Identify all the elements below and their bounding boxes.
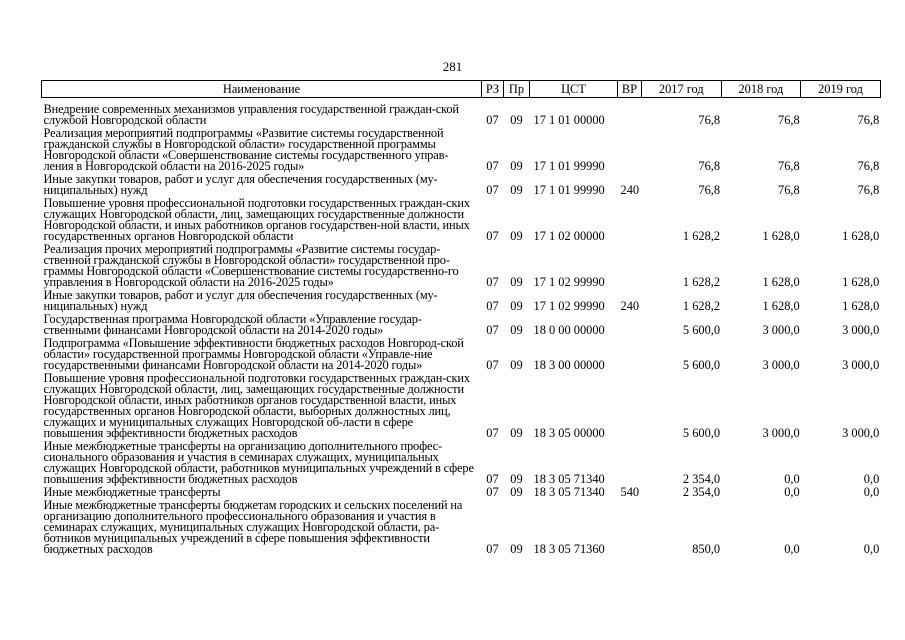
row-value-2017: 2 354,0: [682, 472, 721, 486]
row-value-2019: 76,8: [857, 159, 880, 173]
table-row: [42, 242, 881, 288]
row-value-2017: 5 600,0: [682, 323, 721, 337]
row-value-2019: 3 000,0: [842, 323, 880, 337]
row-value-2017: 1 628,2: [682, 229, 721, 243]
row-pr: 09: [510, 426, 523, 440]
header-pr: Пр: [504, 81, 530, 98]
row-value-2018: 76,8: [778, 183, 800, 197]
row-rz: 07: [486, 275, 499, 289]
row-rz: 07: [486, 485, 499, 499]
row-cst: 17 1 02 99990: [533, 299, 605, 313]
row-rz: 07: [486, 183, 499, 197]
header-2019: 2019 год: [801, 81, 881, 98]
row-value-2019: 0,0: [863, 542, 880, 556]
row-vr: 240: [620, 183, 640, 197]
row-vr: [618, 312, 642, 336]
budget-table: [41, 80, 881, 555]
row-value-2019: 0,0: [863, 485, 880, 499]
table-row: [42, 196, 881, 242]
row-value-2019: 3 000,0: [842, 358, 880, 372]
row-rz: 07: [486, 472, 499, 486]
row-cst: 18 3 05 71340: [533, 472, 605, 486]
row-value-2018: 76,8: [778, 159, 800, 173]
row-pr: 09: [510, 229, 523, 243]
row-vr: [618, 98, 642, 127]
row-cst: 18 3 05 71340: [533, 485, 605, 499]
row-name: Иные межбюджетные трансферты бюджетам городских и сельских поселений на организацию дополнительного профессионального образования и участия в семинарах служащих, муниципальных служащих Новгородской области, ра-ботников муниципальных учреждений в сфере повышения эффективности бюджетных расходов: [43, 498, 463, 556]
row-name: Иные межбюджетные трансферты: [43, 485, 221, 499]
row-name: Подпрограмма «Повышение эффективности бюджетных расходов Новгород-ской области» государственной программы Новгородской области «Управле-ние государственными финансами Новгородской области на 2014-2020 годы»: [43, 336, 464, 372]
row-value-2018: 3 000,0: [762, 358, 800, 372]
row-name: Иные закупки товаров, работ и услуг для обеспечения государственных (му-ниципальных) нужд: [43, 172, 438, 197]
table-row: [42, 172, 881, 196]
row-vr: 540: [620, 485, 640, 499]
row-cst: 18 3 00 00000: [533, 358, 605, 372]
row-name: Повышение уровня профессиональной подготовки государственных граждан-ских служащих Новгородской области, лиц, замещающих государственные должности Новгородской области, иных работников органов государственной власти, иных государственных органов Новгородской области, выборных должностных лиц, служащих и муниципальных служащих Новгородской об-ласти в сфере повышения эффективности бюджетных расходов: [43, 371, 470, 440]
row-value-2017: 76,8: [698, 113, 721, 127]
row-value-2018: 3 000,0: [762, 426, 800, 440]
row-rz: 07: [486, 323, 499, 337]
row-pr: 09: [510, 485, 523, 499]
row-value-2018: 0,0: [784, 472, 800, 486]
table-row: [42, 312, 881, 336]
row-value-2019: 1 628,0: [842, 275, 880, 289]
row-name: Реализация прочих мероприятий подпрограммы «Развитие системы государ-ственной гражданской службы в Новгородской области» государственной про-граммы Новгородской области «Совершенствование системы государственно-го управления в Новгородской области на 2016-2025 годы»: [43, 242, 459, 289]
row-pr: 09: [510, 323, 523, 337]
page-number: 281: [442, 59, 463, 74]
row-cst: 18 0 00 00000: [533, 323, 605, 337]
row-value-2017: 76,8: [698, 183, 721, 197]
row-cst: 17 1 01 99990: [533, 159, 605, 173]
header-cst: ЦСТ: [530, 81, 618, 98]
row-pr: 09: [510, 159, 523, 173]
row-name: Повышение уровня профессиональной подготовки государственных граждан-ских служащих Новгородской области, лиц, замещающих государственные должности Новгородской области, и иных работников органов государствен-ной власти, иных государственных органов Новгородской области: [43, 196, 470, 243]
row-name: Иные межбюджетные трансферты на организацию дополнительного профес-сионального образования и участия в семинарах служащих, муниципальных служащих Новгородской области, работников муниципальных учреждений в сфере повышения эффективности бюджетных расходов: [43, 439, 474, 486]
row-rz: 07: [486, 358, 499, 372]
row-pr: 09: [510, 358, 523, 372]
row-vr: [618, 336, 642, 371]
header-vr: ВР: [618, 81, 642, 98]
row-value-2017: 1 628,2: [682, 299, 721, 313]
row-cst: 17 1 01 00000: [533, 113, 605, 127]
table-header-row: [42, 81, 881, 98]
table-row: [42, 288, 881, 312]
row-value-2017: 2 354,0: [682, 485, 721, 499]
row-vr: [618, 126, 642, 172]
row-value-2018: 0,0: [784, 485, 800, 499]
table-row: [42, 336, 881, 371]
row-value-2018: 76,8: [778, 113, 800, 127]
row-value-2017: 850,0: [692, 542, 721, 556]
row-value-2019: 3 000,0: [842, 426, 880, 440]
row-pr: 09: [510, 299, 523, 313]
row-value-2019: 0,0: [863, 472, 880, 486]
row-vr: [618, 371, 642, 439]
row-cst: 17 1 02 99990: [533, 275, 605, 289]
row-cst: 18 3 05 71360: [533, 542, 605, 556]
row-cst: 17 1 01 99990: [533, 183, 605, 197]
row-name: Реализация мероприятий подпрограммы «Развитие системы государственной гражданской службы в Новгородской области» государственной программы Новгородской области «Совершенствование системы государственного управ-ления в Новгородской области на 2016-2025 годы»: [43, 126, 449, 173]
header-2017: 2017 год: [642, 81, 722, 98]
header-name: Наименование: [42, 81, 482, 98]
row-rz: 07: [486, 113, 499, 127]
row-cst: 17 1 02 00000: [533, 229, 605, 243]
row-value-2019: 1 628,0: [842, 229, 880, 243]
row-pr: 09: [510, 113, 523, 127]
table-row: [42, 371, 881, 439]
row-value-2017: 5 600,0: [682, 426, 721, 440]
row-cst: 18 3 05 00000: [533, 426, 605, 440]
row-value-2017: 5 600,0: [682, 358, 721, 372]
table-row: [42, 439, 881, 485]
row-value-2017: 1 628,2: [682, 275, 721, 289]
row-value-2017: 76,8: [698, 159, 721, 173]
row-vr: [618, 242, 642, 288]
row-vr: 240: [620, 299, 640, 313]
row-pr: 09: [510, 472, 523, 486]
row-value-2019: 76,8: [857, 113, 880, 127]
row-pr: 09: [510, 542, 523, 556]
row-pr: 09: [510, 275, 523, 289]
table-row: [42, 126, 881, 172]
header-rz: РЗ: [482, 81, 504, 98]
row-rz: 07: [486, 542, 499, 556]
row-value-2018: 1 628,0: [762, 299, 800, 313]
row-rz: 07: [486, 159, 499, 173]
row-pr: 09: [510, 183, 523, 197]
row-vr: [618, 439, 642, 485]
row-name: Иные закупки товаров, работ и услуг для обеспечения государственных (му-ниципальных) нужд: [43, 288, 438, 313]
table-row: [42, 485, 881, 498]
row-rz: 07: [486, 299, 499, 313]
row-name: Внедрение современных механизмов управления государственной граждан-ской службой Новгородской области: [43, 102, 459, 127]
row-value-2018: 3 000,0: [762, 323, 800, 337]
row-value-2018: 1 628,0: [762, 275, 800, 289]
row-rz: 07: [486, 229, 499, 243]
row-value-2019: 1 628,0: [842, 299, 880, 313]
row-rz: 07: [486, 426, 499, 440]
table-row: [42, 98, 881, 127]
row-value-2019: 76,8: [857, 183, 880, 197]
row-vr: [618, 498, 642, 555]
row-name: Государственная программа Новгородской области «Управление государ-ственными финансами Новгородской области на 2014-2020 годы»: [43, 312, 422, 337]
row-vr: [618, 196, 642, 242]
row-value-2018: 0,0: [784, 542, 800, 556]
table-row: [42, 498, 881, 555]
row-value-2018: 1 628,0: [762, 229, 800, 243]
header-2018: 2018 год: [721, 81, 801, 98]
